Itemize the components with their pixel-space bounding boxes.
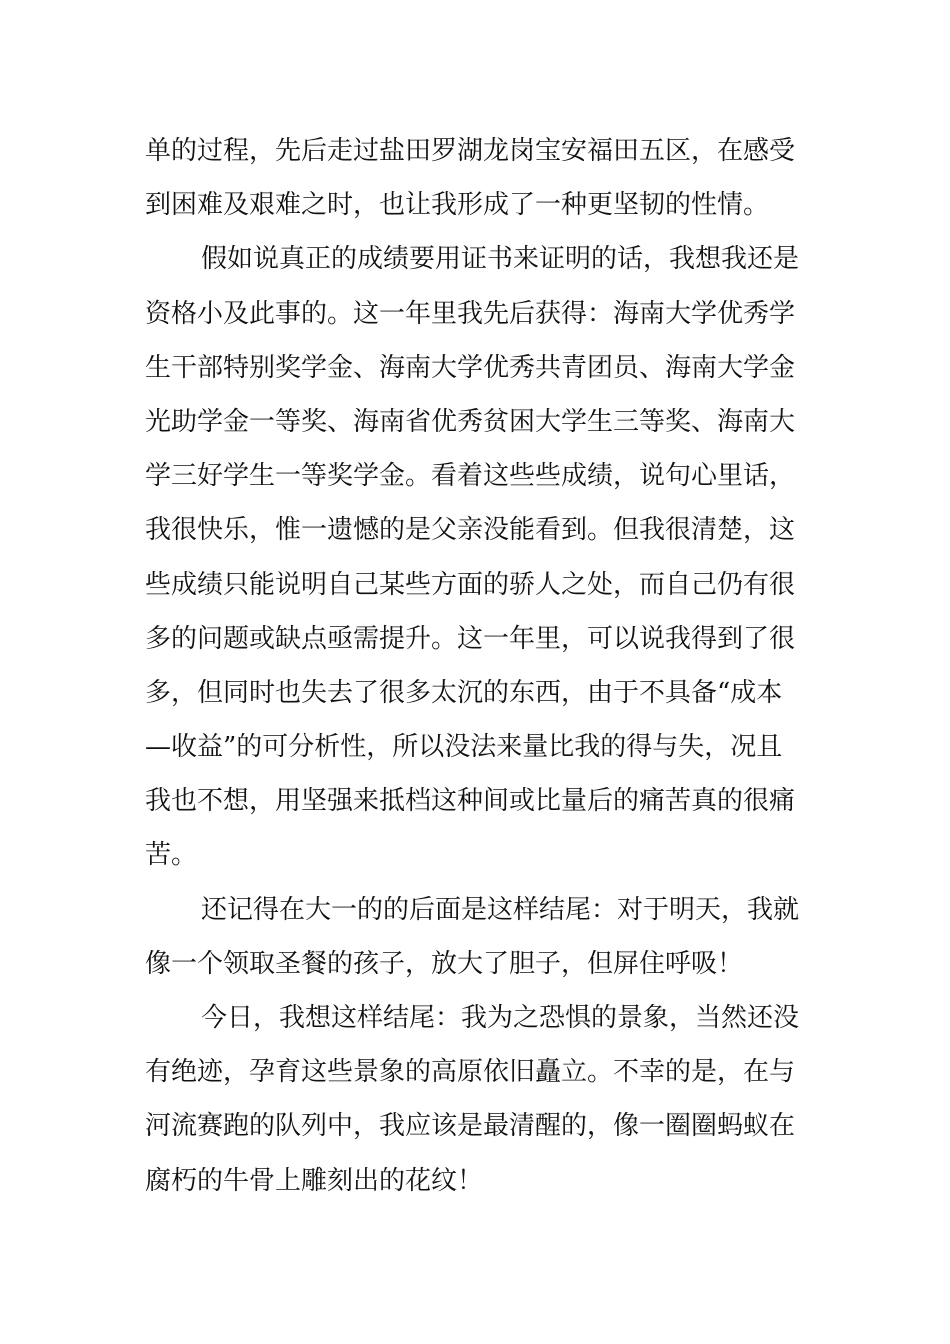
text-line: 像一个领取圣餐的孩子，放大了胆子，但屏住呼吸！ [145, 948, 744, 979]
text-line: 今日，我想这样结尾：我为之恐惧的景象，当然还没 [201, 1003, 800, 1033]
text-line: 多，但同时也失去了很多太沉的东西，由于不具备“成本 [145, 677, 783, 708]
paragraph-3 [145, 883, 807, 991]
text-line: 有绝迹，孕育这些景象的高原依旧矗立。不幸的是，在与 [145, 1057, 796, 1088]
paragraph-2 [145, 232, 807, 882]
text-line: 我也不想，用坚强来抵档这种间或比量后的痛苦真的很痛 [145, 786, 796, 817]
text-line: 腐朽的牛骨上雕刻出的花纹！ [145, 1165, 484, 1196]
text-line: 假如说真正的成绩要用证书来证明的话，我想我还是 [201, 244, 800, 275]
text-line: 生干部特别奖学金、海南大学优秀共青团员、海南大学金 [145, 352, 796, 383]
text-line: 还记得在大一的的后面是这样结尾：对于明天，我就 [201, 894, 800, 925]
document-body [145, 124, 807, 1208]
text-line: 单的过程，先后走过盐田罗湖龙岗宝安福田五区，在感受 [145, 136, 796, 166]
text-line: 学三好学生一等奖学金。看着这些些成绩，说句心里话， [145, 461, 796, 492]
text-line: 多的问题或缺点亟需提升。这一年里，可以说我得到了很 [145, 623, 796, 654]
paragraph-4 [145, 991, 807, 1208]
text-line: 苦。 [145, 840, 198, 871]
paragraph-1 [145, 124, 807, 232]
text-line: —收益”的可分析性，所以没法来量比我的得与失，况且 [145, 732, 783, 763]
text-line: 到困难及艰难之时，也让我形成了一种更坚韧的性情。 [145, 190, 770, 221]
text-line: 河流赛跑的队列中，我应该是最清醒的，像一圈圈蚂蚁在 [145, 1111, 796, 1142]
text-line: 光助学金一等奖、海南省优秀贫困大学生三等奖、海南大 [145, 406, 796, 437]
text-line: 资格小及此事的。这一年里我先后获得：海南大学优秀学 [145, 298, 796, 329]
text-line: 些成绩只能说明自己某些方面的骄人之处，而自己仍有很 [145, 569, 796, 600]
text-line: 我很快乐，惟一遗憾的是父亲没能看到。但我很清楚，这 [145, 515, 796, 546]
